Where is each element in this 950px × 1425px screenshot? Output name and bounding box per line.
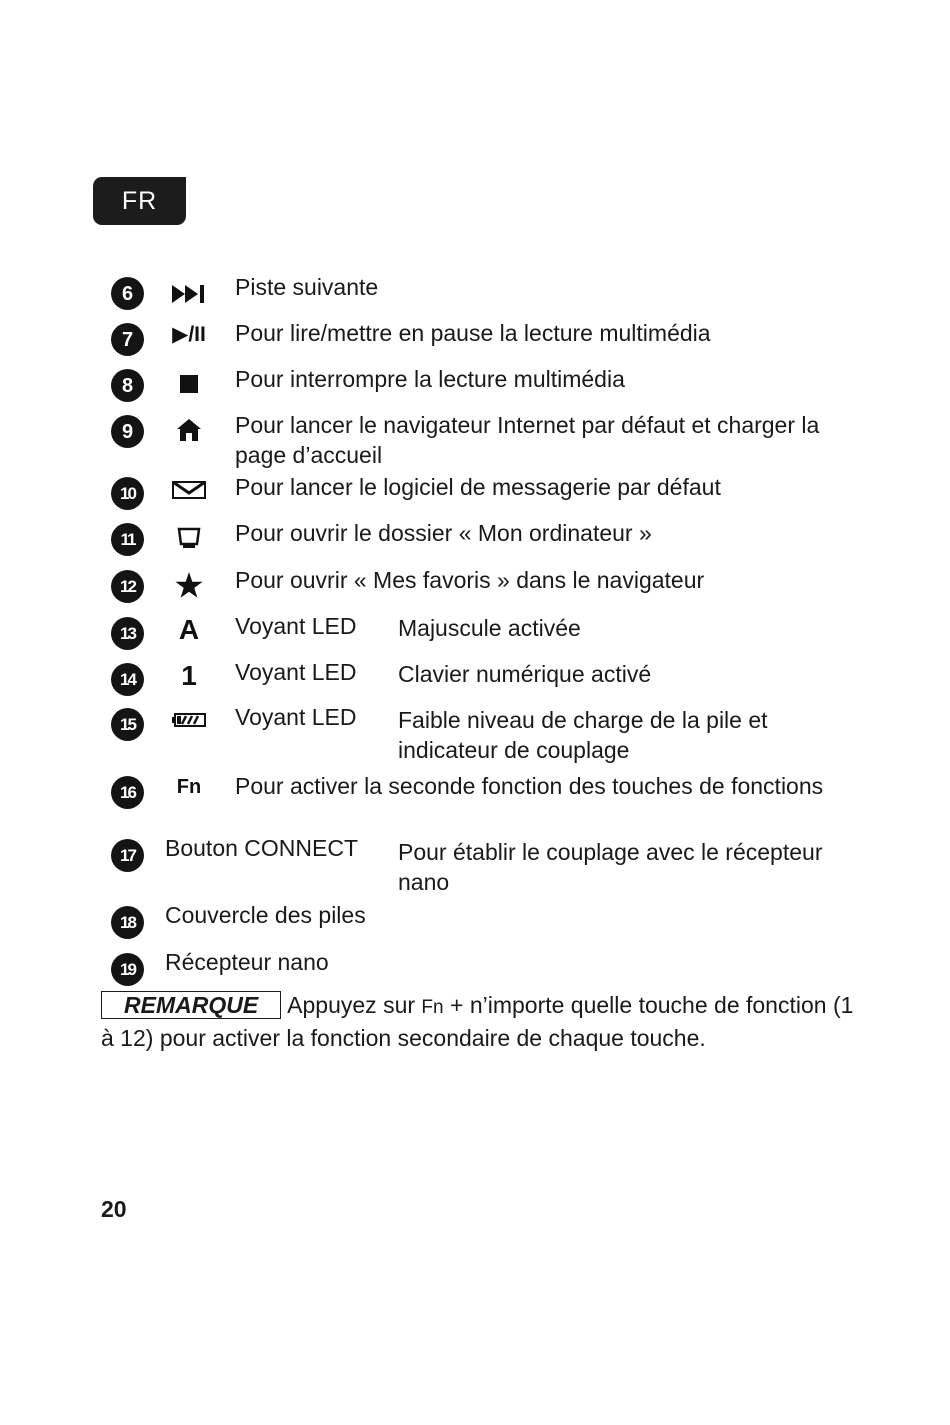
item-description: Pour interrompre la lecture multimédia [235, 366, 625, 392]
fn-key-inline: Fn [421, 997, 444, 1018]
language-tab: FR [93, 177, 186, 225]
item-label: Récepteur nano [165, 949, 329, 975]
item-number: 10 [111, 477, 144, 510]
item-number: 11 [111, 523, 144, 556]
item-description: Pour lire/mettre en pause la lecture multimédia [235, 320, 711, 346]
item-number: 17 [111, 839, 144, 872]
item-number: 18 [111, 906, 144, 939]
note-label: REMARQUE [101, 991, 281, 1019]
item-number: 12 [111, 570, 144, 603]
next-track-icon [166, 281, 212, 307]
num-lock-icon: 1 [181, 660, 197, 691]
item-description: Pour ouvrir le dossier « Mon ordinateur » [235, 520, 652, 546]
star-icon [166, 570, 212, 600]
item-description: Clavier numérique activé [398, 661, 652, 687]
item-number: 8 [111, 369, 144, 402]
item-number: 7 [111, 323, 144, 356]
note-text-after: + n’importe quelle touche de fonction (1 à 12) pour activer la fonction secondaire de chaque touche. [101, 992, 854, 1051]
home-icon [166, 417, 212, 443]
my-computer-icon [166, 525, 212, 551]
item-description: Pour ouvrir « Mes favoris » dans le navigateur [235, 567, 705, 593]
item-number: 6 [111, 277, 144, 310]
item-description: Pour établir le couplage avec le récepteur nano [398, 839, 823, 895]
led-label: Voyant LED [235, 659, 357, 685]
item-description: Piste suivante [235, 274, 379, 300]
item-description: Majuscule activée [398, 615, 581, 641]
fn-key-icon: Fn [176, 775, 202, 798]
item-label: Couvercle des piles [165, 902, 366, 928]
note-paragraph [101, 990, 861, 1054]
item-description: Pour activer la seconde fonction des touches de fonctions [235, 773, 824, 799]
led-label: Voyant LED [235, 704, 357, 730]
play-pause-icon: ▶/II [172, 322, 206, 346]
stop-icon [166, 371, 212, 397]
page-number: 20 [101, 1196, 127, 1222]
item-number: 19 [111, 953, 144, 986]
note-text-before: Appuyez sur [287, 992, 422, 1018]
mail-icon [166, 477, 212, 503]
battery-icon [166, 710, 212, 730]
item-number: 13 [111, 617, 144, 650]
item-number: 9 [111, 415, 144, 448]
item-description: Pour lancer le navigateur Internet par défaut et charger la page d’accueil [235, 412, 820, 468]
caps-lock-icon: A [178, 614, 200, 645]
led-label: Voyant LED [235, 613, 357, 639]
item-number: 14 [111, 663, 144, 696]
item-number: 15 [111, 708, 144, 741]
item-description: Pour lancer le logiciel de messagerie par défaut [235, 474, 721, 500]
item-label: Bouton CONNECT [165, 835, 359, 861]
item-description: Faible niveau de charge de la pile et indicateur de couplage [398, 707, 768, 763]
item-number: 16 [111, 776, 144, 809]
